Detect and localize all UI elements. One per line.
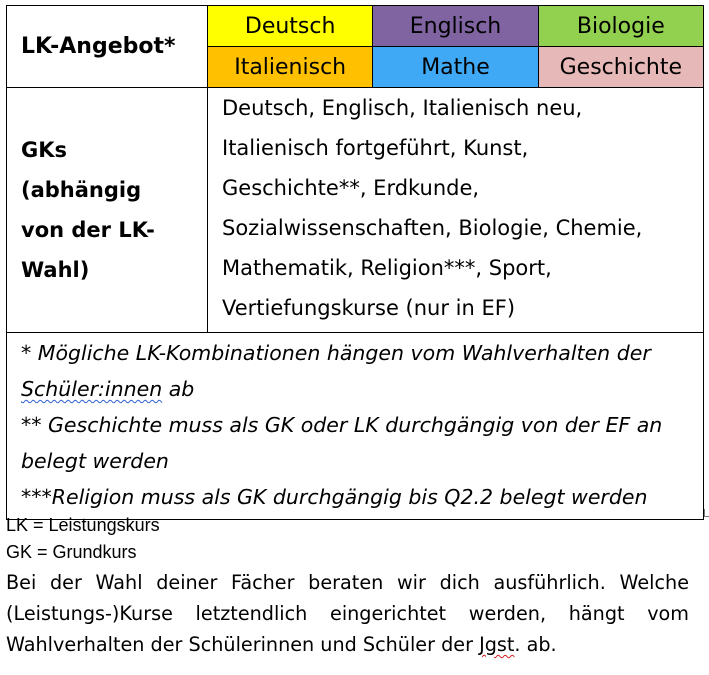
course-table [6,5,704,520]
gk-label-line: von der LK- [21,218,155,242]
lk-subject-geschichte: Geschichte [538,47,703,88]
legend-lk: LK = Leistungskurs [6,515,160,535]
gk-label-line: GKs [21,138,68,162]
paragraph-end: . ab. [514,633,557,656]
gk-list-line: Sozialwissenschaften, Biologie, Chemie, [222,216,643,240]
footnotes [7,333,704,520]
gk-row [7,88,704,333]
footnote-1-line-2 [21,371,689,407]
gk-subject-list [208,88,704,333]
lk-subject-mathe: Mathe [373,47,538,88]
gk-list-line: Vertiefungskurse (nur in EF) [222,296,516,320]
gk-list-line: Mathematik, Religion***, Sport, [222,256,552,280]
lk-subject-biologie: Biologie [538,6,703,47]
footnote-2-line-2: belegt werden [21,449,169,473]
footnote-1-rest: ab [162,377,195,401]
footnote-row [7,333,704,520]
gk-label [7,88,208,333]
footnote-3: ***Religion muss als GK durchgängig bis Q2.2 belegt werden [21,485,648,509]
legend-gk: GK = Grundkurs [6,542,137,562]
lk-row-1 [7,6,704,47]
gk-label-line: Wahl) [21,258,90,282]
lk-subject-deutsch: Deutsch [208,6,373,47]
lk-subject-italienisch: Italienisch [208,47,373,88]
gk-list-line: Deutsch, Englisch, Italienisch neu, [222,96,583,120]
footnote-2-line-1: ** Geschichte muss als GK oder LK durchgängig von der EF an [21,413,663,437]
gk-label-line: (abhängig [21,178,142,202]
lk-offer-label: LK-Angebot* [7,6,208,88]
gk-list-line: Geschichte**, Erdkunde, [222,176,480,200]
lk-subject-englisch: Englisch [373,6,538,47]
spellcheck-word-jgst: Jgst [479,633,515,656]
footnote-1-line-1: * Mögliche LK-Kombinationen hängen vom Wahlverhalten der [21,341,651,365]
paragraph-text: Bei der Wahl deiner Fächer beraten wir dich ausführlich. Welche (Leistungs-)Kurse letztendlich eingerichtet werden, hängt vom Wahlverhalten der Schülerinnen und Schüler der [6,571,689,656]
gk-list-line: Italienisch fortgeführt, Kunst, [222,136,529,160]
table-end-mark [704,509,709,517]
below-table-text [6,512,689,660]
info-paragraph [6,567,689,660]
spellcheck-word: Schüler:innen [21,377,163,401]
